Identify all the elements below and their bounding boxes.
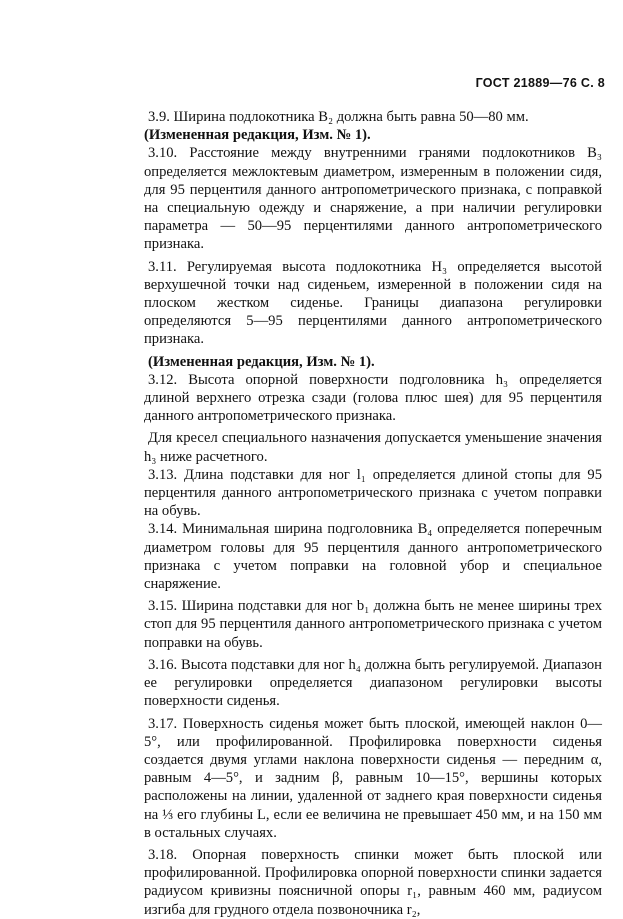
paragraph-3-12-note: Для кресел специального назначения допускается уменьшение значения h₃ ниже расчетного.	[144, 430, 602, 465]
paragraph-3-11: 3.11. Регулируемая высота подлокотника H₃ определяется высотой верхушечной точки над сиденьем, измеренной в положении сидя на плоском жестком сиденье. Границы диапазона регулировки определяются 5—95 перцентилями данного антропометрического признака.	[144, 258, 602, 348]
paragraph-3-12: 3.12. Высота опорной поверхности подголовника h₃ определяется длиной верхнего отрезка сзади (голова плюс шея) для 95 перцентиля данного антропометрического признака.	[144, 371, 602, 425]
paragraph-3-18: 3.18. Опорная поверхность спинки может быть плоской или профилированной. Профилировка опорной поверхности спинки задается радиусом кривизны поясничной опоры r₁, равным 460 мм, радиусом изгиба для грудного отдела позвоночника r₂,	[144, 846, 602, 918]
paragraph-3-9: 3.9. Ширина подлокотника B₂ должна быть равна 50—80 мм.	[148, 109, 529, 125]
page-header: ГОСТ 21889—76 С. 8	[475, 76, 605, 90]
paragraph-3-14: 3.14. Минимальная ширина подголовника B₄ определяется поперечным диаметром головы для 95 перцентиля данного антропометрического признака с учетом поправки на головной убор и специальное снаряжение.	[144, 521, 602, 593]
paragraph-3-17: 3.17. Поверхность сиденья может быть плоской, имеющей наклон 0—5°, или профилированной. Профилировка поверхности сиденья создается двумя углами наклона поверхности сиденья — передним α, равным 4—5°, и задним β, равным 10—15°, вершины которых расположены на линии, удаленной от заднего края поверхности сиденья на ⅓ его глубины L, если ее величина не превышает 450 мм, и на 150 мм в остальных случаях.	[144, 715, 602, 841]
paragraph-3-10: 3.10. Расстояние между внутренними гранями подлокотников B₃ определяется межлоктевым диаметром, измеренным в положении сидя, для 95 перцентиля данного антропометрического признака, с поправкой на специальную одежду и снаряжение, а при наличии регулировки параметра — 50—95 перцентилями данного антропометрического признака.	[144, 145, 602, 253]
amendment-note: (Измененная редакция, Изм. № 1).	[148, 353, 375, 370]
paragraph-3-15: 3.15. Ширина подставки для ног b₁ должна быть не менее ширины трех стоп для 95 перцентиля данного антропометрического признака с учетом поправки на обувь.	[144, 598, 602, 651]
paragraph-3-13: 3.13. Длина подставки для ног l₁ определяется длиной стопы для 95 перцентиля данного антропометрического признака с учетом поправки на обувь.	[144, 466, 602, 520]
document-body	[144, 108, 602, 919]
amendment-note: (Измененная редакция, Изм. № 1).	[144, 127, 371, 144]
paragraph-3-16: 3.16. Высота подставки для ног h₄ должна быть регулируемой. Диапазон ее регулировки определяется диапазоном регулировки высоты поверхности сиденья.	[144, 656, 602, 710]
